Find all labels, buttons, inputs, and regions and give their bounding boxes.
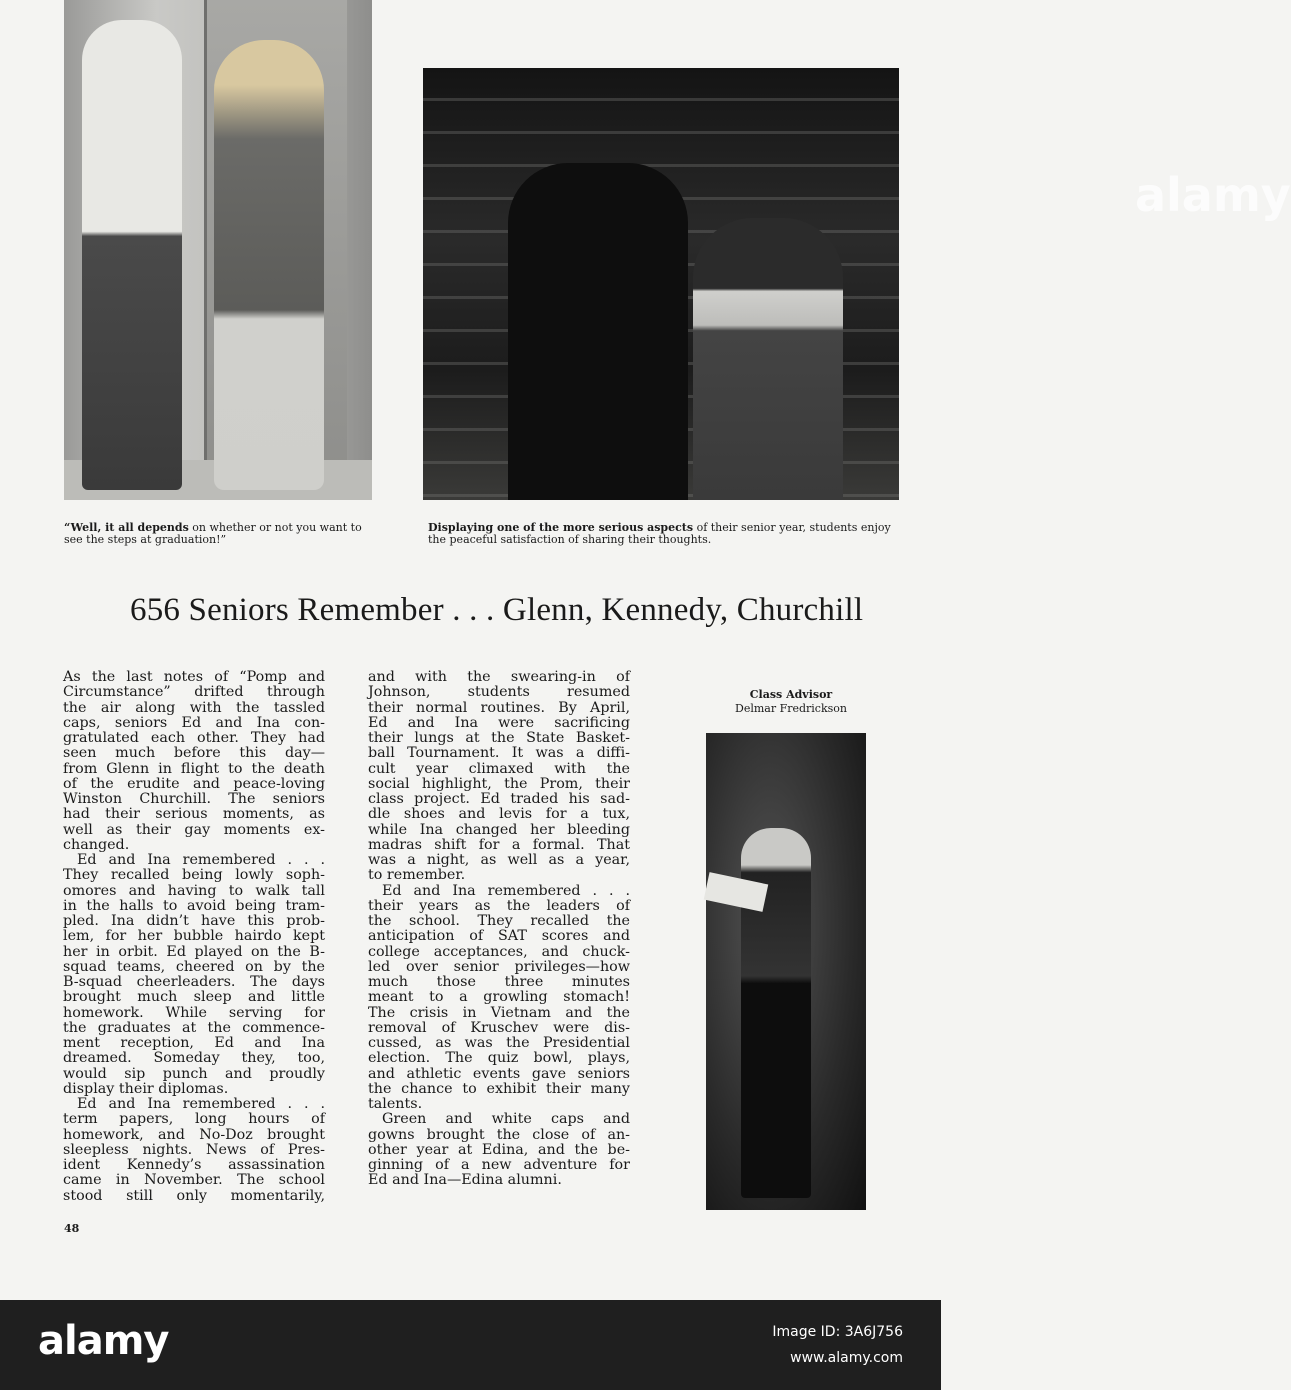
text-line: was a night, as well as a year, bbox=[368, 852, 630, 868]
student-ed bbox=[82, 20, 182, 490]
text-line: changed. bbox=[63, 836, 130, 853]
page-number: 48 bbox=[64, 1222, 80, 1235]
text-line: while Ina changed her bleeding bbox=[368, 821, 630, 838]
text-line: Winston Churchill. The seniors bbox=[63, 791, 325, 807]
text-line: Circumstance” drifted through bbox=[63, 684, 325, 701]
text-line: and with the swearing-in of bbox=[368, 669, 630, 685]
text-line: homework, and No-Doz brought bbox=[63, 1126, 325, 1143]
text-line: ident Kennedy’s assassination bbox=[63, 1157, 325, 1173]
text-line: Ed and Ina were sacrificing bbox=[368, 714, 630, 731]
text-line: removal of Kruschev were dis- bbox=[368, 1019, 630, 1036]
text-line: their normal routines. By April, bbox=[368, 699, 630, 716]
text-line: of the erudite and peace-loving bbox=[63, 775, 325, 792]
text-line: caps, seniors Ed and Ina con- bbox=[63, 714, 325, 731]
advisor-title: Class Advisor bbox=[749, 688, 833, 701]
text-line: lem, for her bubble hairdo kept bbox=[63, 928, 325, 945]
text-line: to remember. bbox=[368, 867, 466, 884]
caption-left-text: on whether or not you want to see the steps at graduation!” bbox=[64, 521, 362, 546]
text-line: their years as the leaders of bbox=[368, 897, 630, 914]
text-line: Ed and Ina remembered . . . bbox=[77, 1096, 325, 1112]
student-ina bbox=[693, 218, 843, 500]
text-line: ginning of a new adventure for bbox=[368, 1157, 630, 1173]
text-line: ball Tournament. It was a diffi- bbox=[368, 745, 630, 762]
caption-right bbox=[428, 522, 908, 546]
text-line: college acceptances, and chuck- bbox=[368, 943, 630, 960]
image-id: Image ID: 3A6J756 bbox=[772, 1324, 903, 1340]
text-line: pled. Ina didn’t have this prob- bbox=[63, 913, 325, 929]
article-column-2 bbox=[368, 670, 630, 1189]
text-line: election. The quiz bowl, plays, bbox=[368, 1050, 630, 1067]
text-line: display their diplomas. bbox=[63, 1080, 229, 1097]
text-line: ment reception, Ed and Ina bbox=[63, 1035, 325, 1051]
caption-left-lead: “Well, it all depends bbox=[64, 521, 189, 534]
text-line: homework. While serving for bbox=[63, 1004, 325, 1021]
text-line: seen much before this day— bbox=[63, 745, 325, 762]
caption-right-lead: Displaying one of the more serious aspects bbox=[428, 521, 694, 534]
text-line: came in November. The school bbox=[63, 1172, 325, 1189]
watermark-footer bbox=[0, 1300, 941, 1390]
text-line: class project. Ed traded his sad- bbox=[368, 791, 630, 807]
text-line: social highlight, the Prom, their bbox=[368, 775, 630, 792]
text-line: her in orbit. Ed played on the B- bbox=[63, 943, 325, 960]
text-line: Ed and Ina—Edina alumni. bbox=[368, 1172, 562, 1189]
text-line: meant to a growling stomach! bbox=[368, 989, 630, 1006]
text-line: the chance to exhibit their many bbox=[368, 1080, 630, 1097]
alamy-logo: alamy bbox=[38, 1318, 169, 1364]
headline: 656 Seniors Remember . . . Glenn, Kennedy, Churchill bbox=[130, 592, 864, 628]
caption-left bbox=[64, 522, 374, 546]
photo-class-advisor bbox=[706, 733, 866, 1210]
text-line: talents. bbox=[368, 1096, 423, 1112]
student-ina bbox=[214, 40, 324, 490]
text-line: The crisis in Vietnam and the bbox=[368, 1004, 630, 1021]
text-line: stood still only momentarily, bbox=[63, 1187, 325, 1204]
text-line: term papers, long hours of bbox=[63, 1111, 325, 1128]
text-line: other year at Edina, and the be- bbox=[368, 1141, 630, 1158]
text-line: Ed and Ina remembered . . . bbox=[382, 882, 630, 899]
photo-students-bleachers bbox=[423, 68, 1291, 500]
text-line: dreamed. Someday they, too, bbox=[63, 1050, 325, 1067]
text-line: the graduates at the commence- bbox=[63, 1019, 325, 1036]
text-line: dle shoes and levis for a tux, bbox=[368, 806, 630, 823]
text-line: would sip punch and proudly bbox=[63, 1065, 325, 1082]
text-line: omores and having to walk tall bbox=[63, 882, 325, 899]
text-line: the school. They recalled the bbox=[368, 913, 630, 929]
text-line: much those three minutes bbox=[368, 974, 630, 990]
text-line: brought much sleep and little bbox=[63, 989, 325, 1006]
text-line: had their serious moments, as bbox=[63, 806, 325, 823]
watermark-url: www.alamy.com bbox=[790, 1350, 903, 1366]
text-line: and athletic events gave seniors bbox=[368, 1065, 630, 1082]
text-line: Johnson, students resumed bbox=[368, 684, 630, 701]
text-line: They recalled being lowly soph- bbox=[63, 867, 325, 884]
text-line: madras shift for a formal. That bbox=[368, 836, 630, 853]
student-ed bbox=[508, 163, 688, 500]
text-line: gratulated each other. They had bbox=[63, 730, 325, 746]
text-line: their lungs at the State Basket- bbox=[368, 730, 630, 746]
text-line: sleepless nights. News of Pres- bbox=[63, 1141, 325, 1158]
text-line: in the halls to avoid being tram- bbox=[63, 897, 325, 914]
text-line: squad teams, cheered on by the bbox=[63, 958, 325, 975]
text-line: Green and white caps and bbox=[382, 1111, 630, 1128]
text-line: gowns brought the close of an- bbox=[368, 1126, 630, 1143]
text-line: As the last notes of “Pomp and bbox=[63, 669, 325, 685]
advisor-name: Delmar Fredrickson bbox=[735, 702, 847, 715]
article-column-1 bbox=[63, 670, 325, 1204]
text-line: from Glenn in flight to the death bbox=[63, 760, 325, 777]
text-line: B-squad cheerleaders. The days bbox=[63, 974, 325, 990]
caption-right-text: of their senior year, students enjoy the peaceful satisfaction of sharing their thoughts. bbox=[428, 521, 891, 546]
text-line: well as their gay moments ex- bbox=[63, 821, 325, 838]
watermark-logo: alamy bbox=[1135, 168, 1291, 222]
text-line: led over senior privileges—how bbox=[368, 958, 630, 975]
photo-graduation-tassel bbox=[64, 0, 372, 500]
text-line: Ed and Ina remembered . . . bbox=[77, 852, 325, 868]
text-line: anticipation of SAT scores and bbox=[368, 928, 630, 945]
text-line: cult year climaxed with the bbox=[368, 760, 630, 777]
text-line: the air along with the tassled bbox=[63, 699, 325, 716]
text-line: cussed, as was the Presidential bbox=[368, 1035, 630, 1051]
